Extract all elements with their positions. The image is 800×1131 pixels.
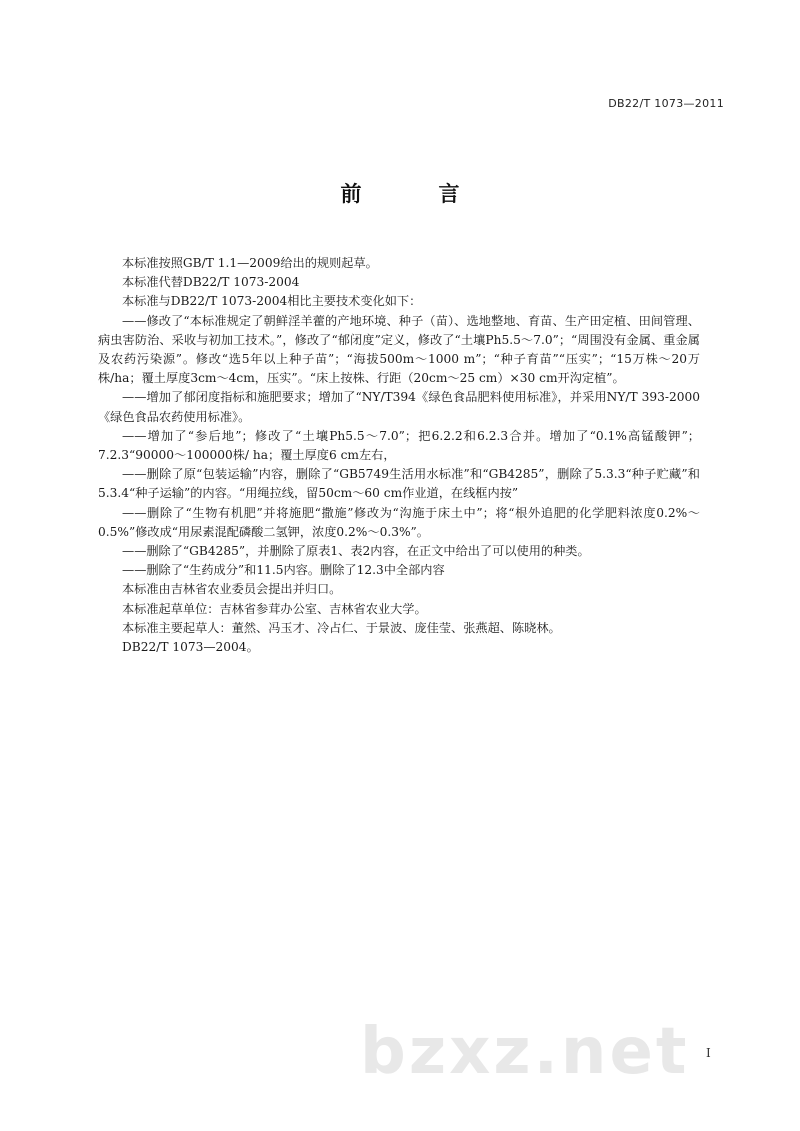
- change-item: ——修改了“本标准规定了朝鲜淫羊藿的产地环境、种子（苗）、选地整地、育苗、生产田定植、田间管理、病虫害防治、采收与初加工技术。”，修改了“郁闭度”定义，修改了“土壤Ph5.5～7.0”；“周围没有金属、重金属及农药污染源”。修改“选5年以上种子苗”；“海拔500m～1000 m”；“种子育苗”“压实”；“15万株～20万株/ha；覆土厚度3cm～4cm，压实”。“床上按株、行距（20cm～25 cm）×30 cm开沟定植”。: [98, 313, 700, 386]
- change-item: ——增加了郁闭度指标和施肥要求；增加了“NY/T394《绿色食品肥料使用标准》，并采用NY/T 393-2000 《绿色食品农药使用标准》。: [98, 390, 700, 424]
- watermark: bzxz.net: [360, 1015, 690, 1089]
- paragraph-replaces: 本标准代替DB22/T 1073-2004: [122, 275, 300, 290]
- change-item: ——删除了原“包装运输”内容，删除了“GB5749生活用水标准”和“GB4285”，删除了5.3.3“种子贮藏”和5.3.4“种子运输”的内容。“用绳拉线，留50cm～60 cm作业道，在线框内按”: [98, 467, 700, 501]
- paragraph-drafting-units: 本标准起草单位：吉林省参茸办公室、吉林省农业大学。: [122, 601, 427, 616]
- paragraph-changes-intro: 本标准与DB22/T 1073-2004相比主要技术变化如下：: [122, 294, 422, 309]
- page-number: I: [706, 1046, 711, 1060]
- page-title: 前 言: [340, 182, 488, 206]
- paragraph-drafters: 本标准主要起草人：董然、冯玉才、冷占仁、于景波、庞佳莹、张燕超、陈晓林。: [122, 620, 561, 635]
- change-item: ——删除了“生药成分”和11.5内容。删除了12.3中全部内容: [122, 563, 445, 578]
- document-code: DB22/T 1073—2011: [608, 97, 724, 110]
- foreword-body: [98, 254, 700, 657]
- change-item: ——增加了“参后地”；修改了“土壤Ph5.5～7.0”；把6.2.2和6.2.3合并。增加了“0.1%高锰酸钾”；7.2.3“90000～100000株/ ha；覆土厚度6 cm左右，: [98, 428, 700, 463]
- paragraph-drafting-rule: 本标准按照GB/T 1.1—2009给出的规则起草。: [122, 256, 378, 270]
- change-item: ——删除了“GB4285”，并删除了原表1、表2内容，在正文中给出了可以使用的种类。: [122, 544, 590, 559]
- paragraph-previous-version: DB22/T 1073—2004。: [122, 640, 259, 655]
- change-item: ——删除了“生物有机肥”并将施肥“撒施”修改为“沟施于床土中”；将“根外追肥的化学肥料浓度0.2%～0.5%”修改成“用尿素混配磷酸二氢钾，浓度0.2%～0.3%”。: [98, 505, 700, 539]
- paragraph-proposer: 本标准由吉林省农业委员会提出并归口。: [122, 582, 342, 597]
